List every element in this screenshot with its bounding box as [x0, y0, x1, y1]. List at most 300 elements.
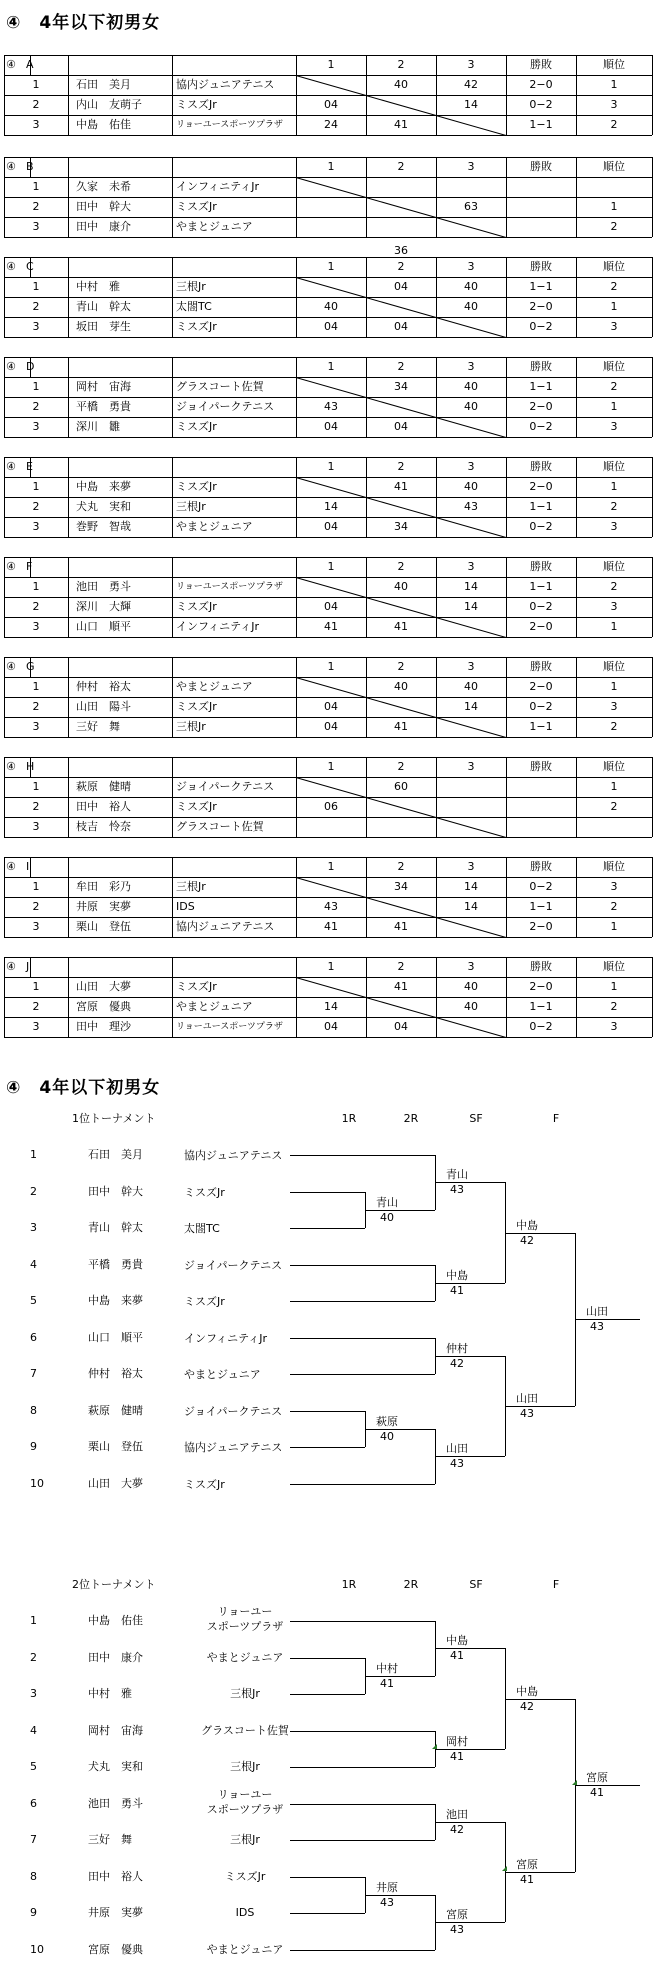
rank: 3 [610, 520, 618, 533]
column-header-c2: 2 [397, 660, 405, 673]
bracket-line [290, 1265, 435, 1266]
player-name: 宮原 優典 [76, 1000, 131, 1013]
club-name: リョーユー [217, 1605, 273, 1618]
club-name: 太閤TC [176, 300, 212, 313]
win-loss: 2−0 [529, 680, 553, 693]
player-name: 仲村 裕太 [76, 680, 131, 693]
seed-number: 1 [30, 1614, 37, 1627]
grid-vline [506, 55, 507, 135]
grid-vline [576, 957, 577, 1037]
player-name: 中島 佑佳 [76, 118, 131, 131]
club-name: 三根Jr [176, 500, 206, 513]
winner-score: 41 [590, 1786, 604, 1800]
match-score: 14 [464, 580, 478, 593]
match-score: 40 [324, 300, 338, 313]
group-name: I [26, 860, 30, 873]
column-header-c3: 3 [467, 260, 475, 273]
player-name: 石田 美月 [88, 1148, 143, 1161]
player-name: 田中 裕人 [76, 800, 131, 813]
table-row [0, 817, 656, 837]
club-name: やまとジュニア [206, 1942, 284, 1956]
player-name: 牟田 彩乃 [76, 880, 131, 893]
group-header-row [0, 857, 656, 877]
rank: 2 [610, 118, 618, 131]
grid-vline [576, 557, 577, 637]
bracket-line [290, 1192, 365, 1193]
column-header-wl: 勝敗 [530, 560, 552, 573]
grid-vline [436, 757, 437, 837]
winner-score: 42 [450, 1356, 464, 1370]
club-name: スポーツプラザ [206, 1802, 284, 1816]
club-name: グラスコート佐賀 [201, 1723, 289, 1737]
winner-name: 山田 [446, 1442, 468, 1456]
column-header-c3: 3 [467, 860, 475, 873]
grid-hline [4, 837, 652, 838]
win-loss [506, 797, 576, 817]
grid-vline [576, 657, 577, 737]
entry-number: 3 [32, 520, 40, 533]
entry-number: 1 [32, 580, 40, 593]
entry-number: 1 [32, 780, 40, 793]
grid-hline [4, 677, 652, 678]
player-name: 深川 雛 [76, 420, 120, 433]
column-header-c2: 2 [397, 860, 405, 873]
win-loss: 0−2 [529, 600, 553, 613]
entry-number: 2 [32, 1000, 40, 1013]
group-header-row [0, 157, 656, 177]
column-header-c1: 1 [327, 460, 335, 473]
club-name: ミスズJr [176, 480, 217, 493]
match-score: 04 [324, 700, 338, 713]
grid-vline [30, 757, 31, 777]
club-name: ミスズJr [184, 1295, 225, 1308]
group-marker: ④ [6, 960, 16, 973]
win-loss: 0−2 [529, 520, 553, 533]
match-score: 40 [464, 980, 478, 993]
club-name: ミスズJr [176, 200, 217, 213]
table-row [0, 997, 656, 1017]
grid-vline [68, 757, 69, 837]
player-name: 深川 大輝 [76, 600, 131, 613]
entry-number: 2 [32, 600, 40, 613]
player-name: 中村 雅 [76, 280, 120, 293]
player-name: 平橋 勇貴 [88, 1257, 143, 1271]
grid-vline [172, 657, 173, 737]
page-title: ④ 4年以下初男女 [6, 13, 161, 33]
column-header-c1: 1 [327, 260, 335, 273]
club-name: ジョイパークテニス [176, 780, 275, 793]
club-name: ミスズJr [176, 800, 217, 813]
match-score [436, 797, 506, 817]
column-header-c2: 2 [397, 58, 405, 71]
winner-name: 中島 [446, 1634, 468, 1648]
column-header-c2: 2 [397, 960, 405, 973]
grid-hline [4, 817, 652, 818]
match-score: 41 [324, 620, 338, 633]
grid-hline [4, 115, 652, 116]
match-score: 04 [394, 420, 408, 433]
seed-number: 4 [30, 1257, 37, 1271]
winner-score: 42 [520, 1233, 534, 1247]
grid-vline [172, 457, 173, 537]
match-score: 24 [324, 118, 338, 131]
grid-hline [4, 1017, 652, 1018]
club-name: ミスズJr [176, 980, 217, 993]
grid-vline [436, 557, 437, 637]
marker-triangle [502, 1866, 507, 1871]
grid-vline [506, 357, 507, 437]
club-name: 協内ジュニアテニス [176, 78, 275, 91]
seed-number: 6 [30, 1796, 37, 1810]
seed-number: 1 [30, 1148, 37, 1161]
player-name: 山口 順平 [88, 1330, 143, 1344]
win-loss: 1−1 [529, 580, 553, 593]
match-score: 43 [324, 900, 338, 913]
grid-vline [506, 757, 507, 837]
match-score: 40 [394, 78, 408, 91]
match-score: 40 [464, 680, 478, 693]
rank: 2 [610, 1000, 618, 1013]
grid-vline [296, 357, 297, 437]
group-header-row [0, 357, 656, 377]
round-label: F [552, 1112, 560, 1125]
seed-number: 6 [30, 1330, 37, 1344]
column-header-c1: 1 [327, 560, 335, 573]
grid-vline [4, 457, 5, 537]
win-loss: 0−2 [529, 1020, 553, 1033]
grid-vline [576, 857, 577, 937]
grid-hline [4, 897, 652, 898]
grid-vline [4, 55, 5, 135]
club-name: リョーユースポーツプラザ [176, 582, 283, 592]
win-loss [506, 817, 576, 837]
player-name: 田中 幹大 [88, 1184, 143, 1198]
grid-vline [172, 757, 173, 837]
club-name: IDS [235, 1906, 255, 1919]
entry-number: 2 [32, 900, 40, 913]
round-label: 2R [403, 1578, 419, 1591]
seed-number: 3 [30, 1221, 37, 1234]
winner-name: 中村 [376, 1661, 398, 1675]
grid-vline [652, 557, 653, 637]
group-marker: ④ [6, 760, 16, 773]
grid-hline [4, 797, 652, 798]
grid-vline [576, 257, 577, 337]
grid-hline [4, 657, 652, 658]
grid-hline [4, 55, 652, 56]
win-loss: 2−0 [529, 920, 553, 933]
club-name: ミスズJr [224, 1869, 266, 1883]
entry-number: 2 [32, 800, 40, 813]
winner-name: 中島 [446, 1268, 468, 1282]
player-name: 三好 舞 [88, 1833, 132, 1846]
club-name: グラスコート佐賀 [176, 820, 264, 833]
group-marker: ④ [6, 160, 16, 173]
bracket-line [290, 1155, 435, 1156]
grid-hline [4, 257, 652, 258]
group-header-row [0, 457, 656, 477]
club-name: インフィニティJr [176, 180, 260, 193]
grid-hline [4, 437, 652, 438]
grid-hline [4, 1037, 652, 1038]
club-name: ミスズJr [176, 600, 217, 613]
match-score: 04 [324, 720, 338, 733]
grid-vline [30, 857, 31, 877]
bracket-line [290, 1913, 365, 1914]
column-header-rank: 順位 [603, 660, 625, 673]
bracket-line [290, 1767, 435, 1768]
bracket-line [290, 1484, 435, 1485]
column-header-c3: 3 [467, 660, 475, 673]
grid-vline [4, 957, 5, 1037]
group-marker: ④ [6, 660, 16, 673]
entry-number: 3 [32, 720, 40, 733]
entry-number: 2 [32, 300, 40, 313]
seed-number: 7 [30, 1833, 37, 1846]
club-name: ジョイパークテニス [176, 400, 275, 413]
player-name: 井原 実夢 [88, 1906, 143, 1919]
club-name: やまとジュニア [184, 1368, 261, 1381]
round-label: F [552, 1578, 560, 1591]
grid-hline [4, 777, 652, 778]
grid-vline [30, 55, 31, 75]
entry-number: 2 [32, 700, 40, 713]
seed-number: 7 [30, 1367, 37, 1380]
club-name: 三根Jr [230, 1687, 260, 1700]
column-header-rank: 順位 [603, 560, 625, 573]
club-name: リョーユー [217, 1787, 273, 1801]
grid-vline [652, 257, 653, 337]
rank: 2 [610, 720, 618, 733]
match-score: 63 [464, 200, 478, 213]
match-score: 14 [464, 600, 478, 613]
win-loss [506, 217, 576, 237]
grid-hline [4, 317, 652, 318]
entry-number: 1 [32, 880, 40, 893]
player-name: 萩原 健晴 [76, 780, 131, 793]
match-score: 41 [394, 620, 408, 633]
rank: 1 [610, 300, 618, 313]
grid-hline [4, 717, 652, 718]
table-row [0, 197, 656, 217]
winner-score: 43 [590, 1320, 604, 1334]
column-header-c1: 1 [327, 360, 335, 373]
win-loss: 1−1 [529, 118, 553, 131]
bracket-line [290, 1228, 365, 1229]
grid-vline [68, 957, 69, 1037]
win-loss: 0−2 [529, 420, 553, 433]
winner-name: 仲村 [446, 1341, 468, 1355]
player-name: 栗山 登伍 [88, 1440, 143, 1453]
grid-vline [506, 957, 507, 1037]
match-score: 14 [464, 900, 478, 913]
rank: 2 [610, 280, 618, 293]
group-name: H [26, 760, 35, 773]
match-score: 40 [464, 480, 478, 493]
entry-number: 2 [32, 400, 40, 413]
grid-vline [436, 157, 437, 237]
group-marker: ④ [6, 58, 16, 71]
club-name: 協内ジュニアテニス [184, 1441, 283, 1454]
player-name: 久家 未希 [76, 180, 131, 193]
grid-vline [652, 457, 653, 537]
grid-vline [4, 357, 5, 437]
grid-vline [296, 457, 297, 537]
win-loss: 1−1 [529, 280, 553, 293]
grid-vline [30, 657, 31, 677]
grid-hline [4, 197, 652, 198]
match-score [366, 217, 436, 237]
club-name: インフィニティJr [176, 620, 260, 633]
grid-vline [296, 557, 297, 637]
player-name: 池田 勇斗 [88, 1796, 143, 1810]
winner-name: 中島 [516, 1218, 538, 1232]
grid-vline [4, 557, 5, 637]
winner-score: 42 [450, 1822, 464, 1836]
column-header-rank: 順位 [603, 760, 625, 773]
player-name: 青山 幹太 [88, 1221, 143, 1234]
grid-hline [4, 597, 652, 598]
rank: 1 [610, 680, 618, 693]
column-header-c1: 1 [327, 760, 335, 773]
match-score: 04 [394, 320, 408, 333]
grid-hline [4, 757, 652, 758]
player-name: 山田 陽斗 [76, 700, 131, 713]
tournament-heading: 1位トーナメント [72, 1112, 156, 1125]
match-score: 41 [394, 118, 408, 131]
column-header-c1: 1 [327, 160, 335, 173]
bracket-line [290, 1621, 435, 1622]
player-name: 石田 美月 [76, 78, 131, 91]
match-score: 14 [464, 700, 478, 713]
player-name: 巻野 智哉 [76, 520, 131, 533]
player-name: 田中 幹大 [76, 200, 131, 213]
grid-hline [4, 177, 652, 178]
player-name: 岡村 宙海 [76, 380, 131, 393]
win-loss: 1−1 [529, 380, 553, 393]
group-marker: ④ [6, 460, 16, 473]
bracket-line [290, 1877, 365, 1878]
club-name: 三根Jr [230, 1760, 260, 1773]
grid-vline [296, 257, 297, 337]
seed-number: 2 [30, 1650, 37, 1664]
column-header-wl: 勝敗 [530, 360, 552, 373]
winner-name: 宮原 [586, 1771, 608, 1785]
club-name: ミスズJr [176, 320, 217, 333]
club-name: ミスズJr [176, 420, 217, 433]
rank: 1 [610, 920, 618, 933]
seed-number: 8 [30, 1403, 37, 1417]
grid-vline [4, 757, 5, 837]
grid-vline [652, 957, 653, 1037]
win-loss: 2−0 [529, 400, 553, 413]
entry-number: 3 [32, 1020, 40, 1033]
club-name: 三根Jr [176, 880, 206, 893]
bracket-line [290, 1950, 435, 1951]
grid-vline [576, 457, 577, 537]
grid-hline [4, 637, 652, 638]
win-loss: 2−0 [529, 300, 553, 313]
winner-score: 41 [450, 1283, 464, 1297]
match-score: 41 [324, 920, 338, 933]
column-header-c1: 1 [327, 58, 335, 71]
player-name: 宮原 優典 [88, 1942, 143, 1956]
entry-number: 3 [32, 820, 40, 833]
win-loss: 2−0 [529, 480, 553, 493]
rank [576, 177, 652, 197]
club-name: 協内ジュニアテニス [176, 920, 275, 933]
round-label: SF [469, 1578, 483, 1591]
grid-vline [506, 657, 507, 737]
rank: 2 [610, 500, 618, 513]
column-header-wl: 勝敗 [530, 260, 552, 273]
club-name: やまとジュニア [176, 680, 253, 693]
winner-name: 宮原 [446, 1908, 468, 1922]
group-header-row [0, 957, 656, 977]
grid-vline [576, 55, 577, 135]
grid-vline [576, 357, 577, 437]
winner-name: 青山 [376, 1195, 398, 1209]
group-header-row [0, 657, 656, 677]
column-header-rank: 順位 [603, 860, 625, 873]
marker-triangle [432, 1744, 437, 1749]
column-header-rank: 順位 [603, 160, 625, 173]
club-name: 三根Jr [176, 280, 206, 293]
entry-number: 3 [32, 118, 40, 131]
winner-name: 山田 [516, 1391, 538, 1405]
win-loss: 2−0 [529, 620, 553, 633]
match-score: 04 [324, 600, 338, 613]
player-name: 枝吉 怜奈 [76, 820, 131, 833]
winner-name: 萩原 [376, 1414, 398, 1428]
grid-vline [506, 257, 507, 337]
bracket-line [290, 1447, 365, 1448]
group-marker: ④ [6, 860, 16, 873]
rank: 1 [610, 780, 618, 793]
grid-vline [4, 657, 5, 737]
grid-vline [296, 157, 297, 237]
grid-vline [436, 657, 437, 737]
club-name: インフィニティJr [184, 1331, 268, 1345]
grid-hline [4, 157, 652, 158]
grid-hline [4, 517, 652, 518]
player-name: 仲村 裕太 [88, 1367, 143, 1380]
winner-score: 43 [380, 1895, 394, 1909]
player-name: 岡村 宙海 [88, 1723, 143, 1737]
grid-vline [172, 957, 173, 1037]
match-score [436, 177, 506, 197]
club-name: 三根Jr [230, 1833, 260, 1846]
match-score: 41 [394, 480, 408, 493]
club-name: やまとジュニア [206, 1650, 284, 1664]
grid-vline [30, 457, 31, 477]
player-name: 坂田 芽生 [76, 320, 131, 333]
grid-vline [652, 357, 653, 437]
rank: 2 [610, 580, 618, 593]
grid-hline [4, 697, 652, 698]
grid-vline [296, 757, 297, 837]
club-name: ジョイパークテニス [184, 1258, 283, 1272]
entry-number: 1 [32, 78, 40, 91]
grid-hline [4, 937, 652, 938]
club-name: スポーツプラザ [206, 1620, 284, 1633]
column-header-rank: 順位 [603, 460, 625, 473]
winner-score: 41 [450, 1649, 464, 1663]
table-row [0, 397, 656, 417]
rank [576, 817, 652, 837]
tournament-heading: 2位トーナメント [72, 1578, 156, 1591]
grid-vline [576, 157, 577, 237]
